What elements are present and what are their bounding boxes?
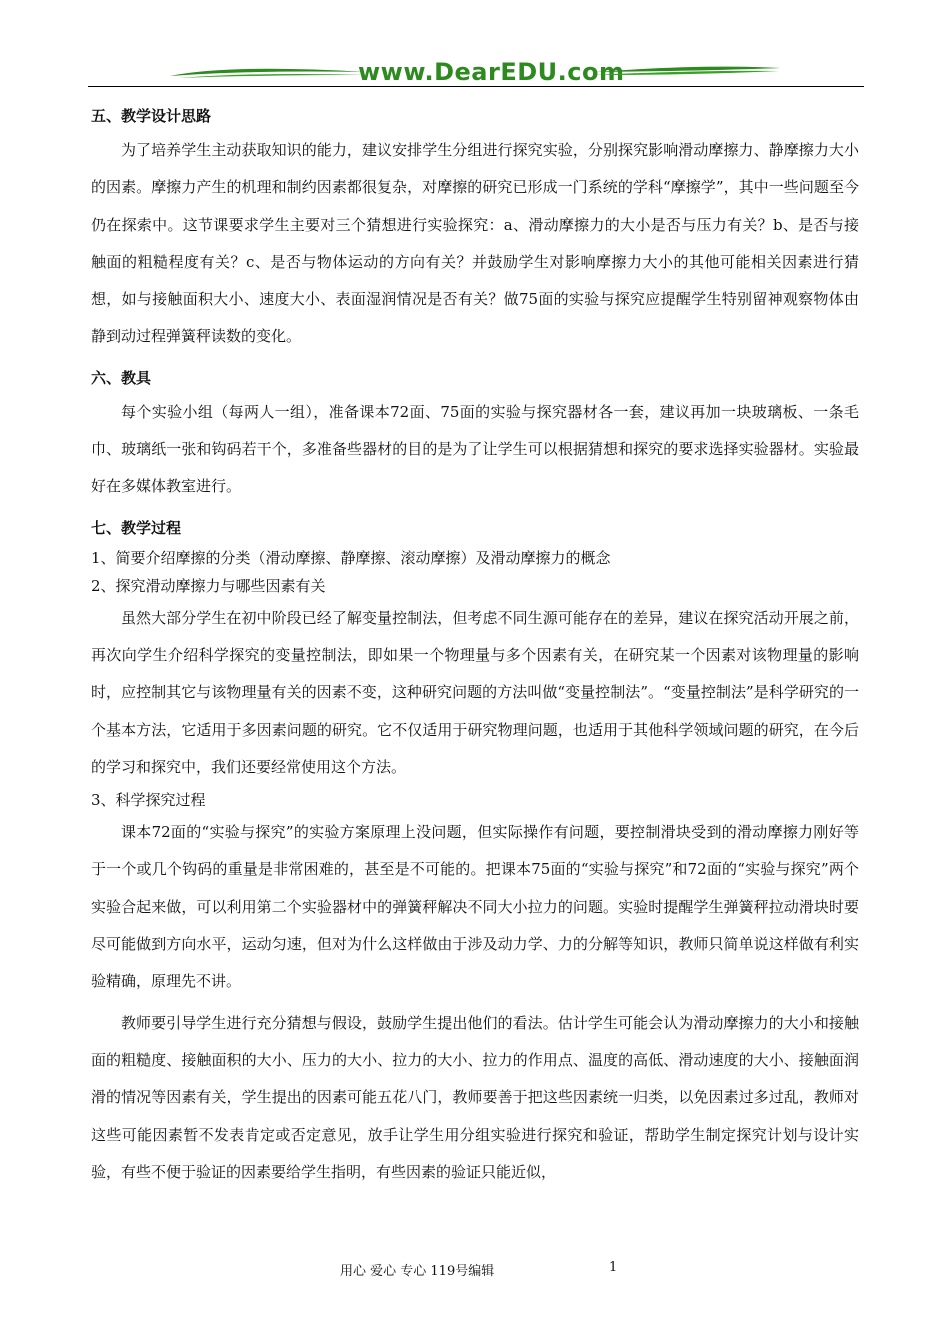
section-heading-equipment: 六、教具 (91, 368, 152, 387)
page-header (88, 58, 864, 92)
paragraph-variable-control: 虽然大部分学生在初中阶段已经了解变量控制法，但考虑不同生源可能存在的差异，建议在探究活动开展之前，再次向学生介绍科学探究的变量控制法，即如果一个物理量与多个因素有关，在研究某一个因素对该物理量的影响时，应控制其它与该物理量有关的因素不变，这种研究问题的方法叫做“变量控制法”。“变量控制法”是科学研究的一个基本方法，它适用于多因素问题的研究。它不仅适用于研究物理问题，也适用于其他科学领域问题的研究，在今后的学习和探究中，我们还要经常使用这个方法。 (91, 608, 859, 776)
footer-note: 用心 爱心 专心 119号编辑 (340, 1264, 495, 1279)
list-item-1: 1、简要介绍摩擦的分类（滑动摩擦、静摩擦、滚动摩擦）及滑动摩擦力的概念 (91, 548, 611, 567)
section-heading-design: 五、教学设计思路 (91, 107, 212, 125)
document-body (91, 100, 859, 1191)
section-heading-process: 七、教学过程 (91, 518, 182, 537)
list-item-3: 3、科学探究过程 (91, 791, 206, 810)
paragraph-equipment: 每个实验小组（每两人一组），准备课本72面、75面的实验与探究器材各一套，建议再加一块玻璃板、一条毛巾、玻璃纸一张和钩码若干个，多准备些器材的目的是为了让学生可以根据猜想和探究的要求选择实验器材。实验最好在多媒体教室进行。 (91, 402, 859, 496)
header-rule (88, 86, 864, 87)
paragraph-guidance: 教师要引导学生进行充分猜想与假设，鼓励学生提出他们的看法。估计学生可能会认为滑动摩擦力的大小和接触面的粗糙度、接触面积的大小、压力的大小、拉力的大小、拉力的作用点、温度的高低、滑动速度的大小、接触面润滑的情况等因素有关，学生提出的因素可能五花八门，教师要善于把这些因素统一归类，以免因素过多过乱，教师对这些可能因素暂不发表肯定或否定意见，放手让学生用分组实验进行探究和验证，帮助学生制定探究计划与设计实验，有些不便于验证的因素要给学生指明，有些因素的验证只能近似， (91, 1013, 859, 1181)
right-swoosh-decoration (593, 62, 783, 84)
page-number: 1 (609, 1260, 618, 1275)
site-logo: www.DearEDU.com (358, 58, 625, 86)
list-item-2: 2、探究滑动摩擦力与哪些因素有关 (91, 576, 326, 595)
page-footer (0, 1260, 950, 1280)
paragraph-design: 为了培养学生主动获取知识的能力，建议安排学生分组进行探究实验，分别探究影响滑动摩擦力、静摩擦力大小的因素。摩擦力产生的机理和制约因素都很复杂，对摩擦的研究已形成一门系统的学科“摩擦学”，其中一些问题至今仍在探索中。这节课要求学生主要对三个猜想进行实验探究：a、滑动摩擦力的大小是否与压力有关？b、是否与接触面的粗糙程度有关？c、是否与物体运动的方向有关？并鼓励学生对影响摩擦力大小的其他可能相关因素进行猜想，如与接触面积大小、速度大小、表面湿润情况是否有关？做75面的实验与探究应提醒学生特别留神观察物体由静到动过程弹簧秤读数的变化。 (91, 141, 859, 346)
paragraph-experiment: 课本72面的“实验与探究”的实验方案原理上没问题，但实际操作有问题，要控制滑块受到的滑动摩擦力刚好等于一个或几个钩码的重量是非常困难的，甚至是不可能的。把课本75面的“实验与探究”和72面的“实验与探究”两个实验合起来做，可以利用第二个实验器材中的弹簧秤解决不同大小拉力的问题。实验时提醒学生弹簧秤拉动滑块时要尽可能做到方向水平，运动匀速，但对为什么这样做由于涉及动力学、力的分解等知识，教师只简单说这样做有利实验精确，原理先不讲。 (91, 823, 859, 991)
left-swoosh-decoration (168, 62, 368, 84)
